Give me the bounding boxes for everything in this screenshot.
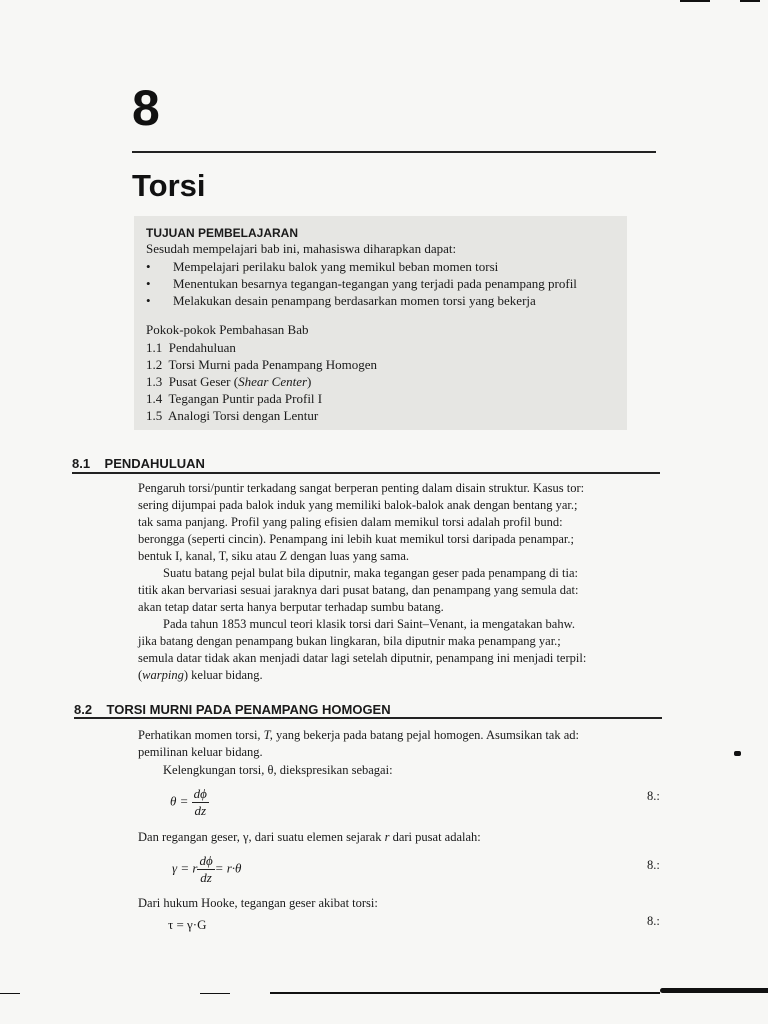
scan-mark-bottom-right [660, 988, 768, 993]
symbol-r: r [384, 830, 390, 844]
section-number: 8.2 [74, 702, 93, 717]
topic-number: 1.2 [146, 357, 163, 372]
symbol-T: T, [263, 728, 273, 742]
paragraph-line: Pengaruh torsi/puntir terkadang sangat berperan penting dalam disain struktur. Kasus tor: [138, 481, 585, 495]
fraction-denominator: dz [194, 803, 207, 818]
section-title: TORSI MURNI PADA PENAMPANG HOMOGEN [106, 702, 391, 717]
objectives-intro: Sesudah mempelajari bab ini, mahasiswa diharapkan dapat: [146, 241, 457, 256]
fraction-numerator: dϕ [193, 786, 207, 801]
section-rule [72, 472, 660, 474]
chapter-rule [132, 151, 656, 153]
equation-2 [172, 853, 241, 886]
bullet-icon: • [146, 293, 151, 308]
objective-item: Mempelajari perilaku balok yang memikul beban momen torsi [173, 259, 499, 274]
warping-term: warping [142, 668, 184, 682]
fraction-denominator: dz [200, 870, 212, 885]
objectives-title: TUJUAN PEMBELAJARAN [146, 226, 299, 240]
topic-item [146, 356, 377, 373]
equation-number: 8.: [647, 789, 660, 803]
topic-text: Torsi Murni pada Penampang Homogen [168, 357, 378, 372]
topic-text-italic: Shear Center [238, 374, 308, 389]
paragraph-line-end: keluar bidang. [191, 668, 263, 682]
equation-lhs: θ = [170, 793, 189, 809]
topic-item [146, 390, 322, 407]
paragraph-line: Pada tahun 1853 muncul teori klasik torsi dari Saint–Venant, ia mengatakan bahw. [163, 617, 575, 631]
fraction [192, 786, 209, 819]
text-run: Perhatikan momen torsi, [138, 728, 264, 742]
topic-item [146, 339, 236, 356]
paragraph-line: berongga (seperti cincin). Penampang ini lebih kuat memikul torsi daripada penampar.; [138, 532, 574, 546]
text-run: yang bekerja pada batang pejal homogen. Asumsikan tak ad: [272, 728, 579, 742]
topic-text: Pusat Geser ( [168, 374, 239, 389]
paragraph-line: Dari hukum Hooke, tegangan geser akibat torsi: [138, 896, 378, 910]
objective-item: Melakukan desain penampang berdasarkan momen torsi yang bekerja [173, 293, 536, 308]
topic-item [146, 407, 318, 424]
objective-item: Menentukan besarnya tegangan-tegangan yang terjadi pada penampang profil [173, 276, 577, 291]
topic-number: 1.5 [146, 408, 163, 423]
topic-text: Analogi Torsi dengan Lentur [168, 408, 319, 423]
equation-number: 8.: [647, 858, 660, 872]
topic-number: 1.4 [146, 391, 163, 406]
equation-rhs: = r·θ [214, 860, 242, 876]
scan-mark-bottom-rule [270, 992, 660, 994]
equation-3: τ = γ·G [168, 917, 207, 932]
chapter-title: Torsi [132, 168, 206, 203]
equation-number: 8.: [647, 914, 660, 928]
text-run: dari pusat adalah: [389, 830, 481, 844]
section-heading-8-1 [72, 456, 205, 472]
topic-number: 1.3 [146, 374, 163, 389]
paragraph-line: titik akan bervariasi sesuai jaraknya dari pusat batang, dan penampang yang semula dat: [138, 583, 579, 597]
topic-text: Pendahuluan [168, 340, 236, 355]
paragraph-line: Suatu batang pejal bulat bila diputnir, maka tegangan geser pada penampang di tia: [163, 566, 578, 580]
scan-mark-bottom-left [0, 993, 20, 994]
paragraph-line: tak sama panjang. Profil yang paling efisien dalam memikul torsi adalah profil bund: [138, 515, 563, 529]
fraction [197, 853, 214, 886]
scan-mark-top-right [680, 0, 710, 2]
chapter-number: 8 [132, 80, 160, 136]
paragraph-line: pemilinan keluar bidang. [138, 745, 263, 759]
paragraph-line: Kelengkungan torsi, θ, diekspresikan sebagai: [163, 763, 393, 777]
scan-mark-margin-arrow [734, 751, 741, 756]
section-heading-8-2 [74, 702, 391, 718]
scan-mark-top-right-2 [740, 0, 760, 2]
paragraph-line: jika batang dengan penampang bukan lingkaran, bila diputnir maka penampang yar.; [138, 634, 561, 648]
section-number: 8.1 [72, 456, 91, 471]
text-run: Dan regangan geser, γ, dari suatu elemen sejarak [138, 830, 385, 844]
topics-title: Pokok-pokok Pembahasan Bab [146, 322, 309, 337]
paragraph-line: semula datar tidak akan menjadi datar lagi setelah diputnir, penampang ini menjadi terpil: [138, 651, 587, 665]
paragraph-line [138, 829, 481, 846]
paragraph-line: (warping) keluar bidang. [138, 668, 263, 682]
topic-text-after: ) [307, 374, 312, 389]
paragraph-line: bentuk I, kanal, T, siku atau Z dengan luas yang sama. [138, 549, 409, 563]
paragraph-line [138, 727, 579, 744]
bullet-icon: • [146, 276, 151, 291]
section-title: PENDAHULUAN [104, 456, 205, 471]
topic-item [146, 373, 311, 390]
equation-lhs: γ = r [172, 860, 198, 876]
bullet-icon: • [146, 259, 151, 274]
section-rule [74, 717, 662, 719]
topic-number: 1.1 [146, 340, 163, 355]
equation-1 [170, 786, 209, 819]
paragraph-line: akan tetap datar serta hanya berputar terhadap sumbu batang. [138, 600, 444, 614]
paragraph-line: sering dijumpai pada balok induk yang memiliki balok-balok anak dengan bentang yar.; [138, 498, 578, 512]
scan-mark-bottom-mid [200, 993, 230, 994]
fraction-numerator: dϕ [199, 853, 213, 868]
topic-text: Tegangan Puntir pada Profil I [168, 391, 323, 406]
